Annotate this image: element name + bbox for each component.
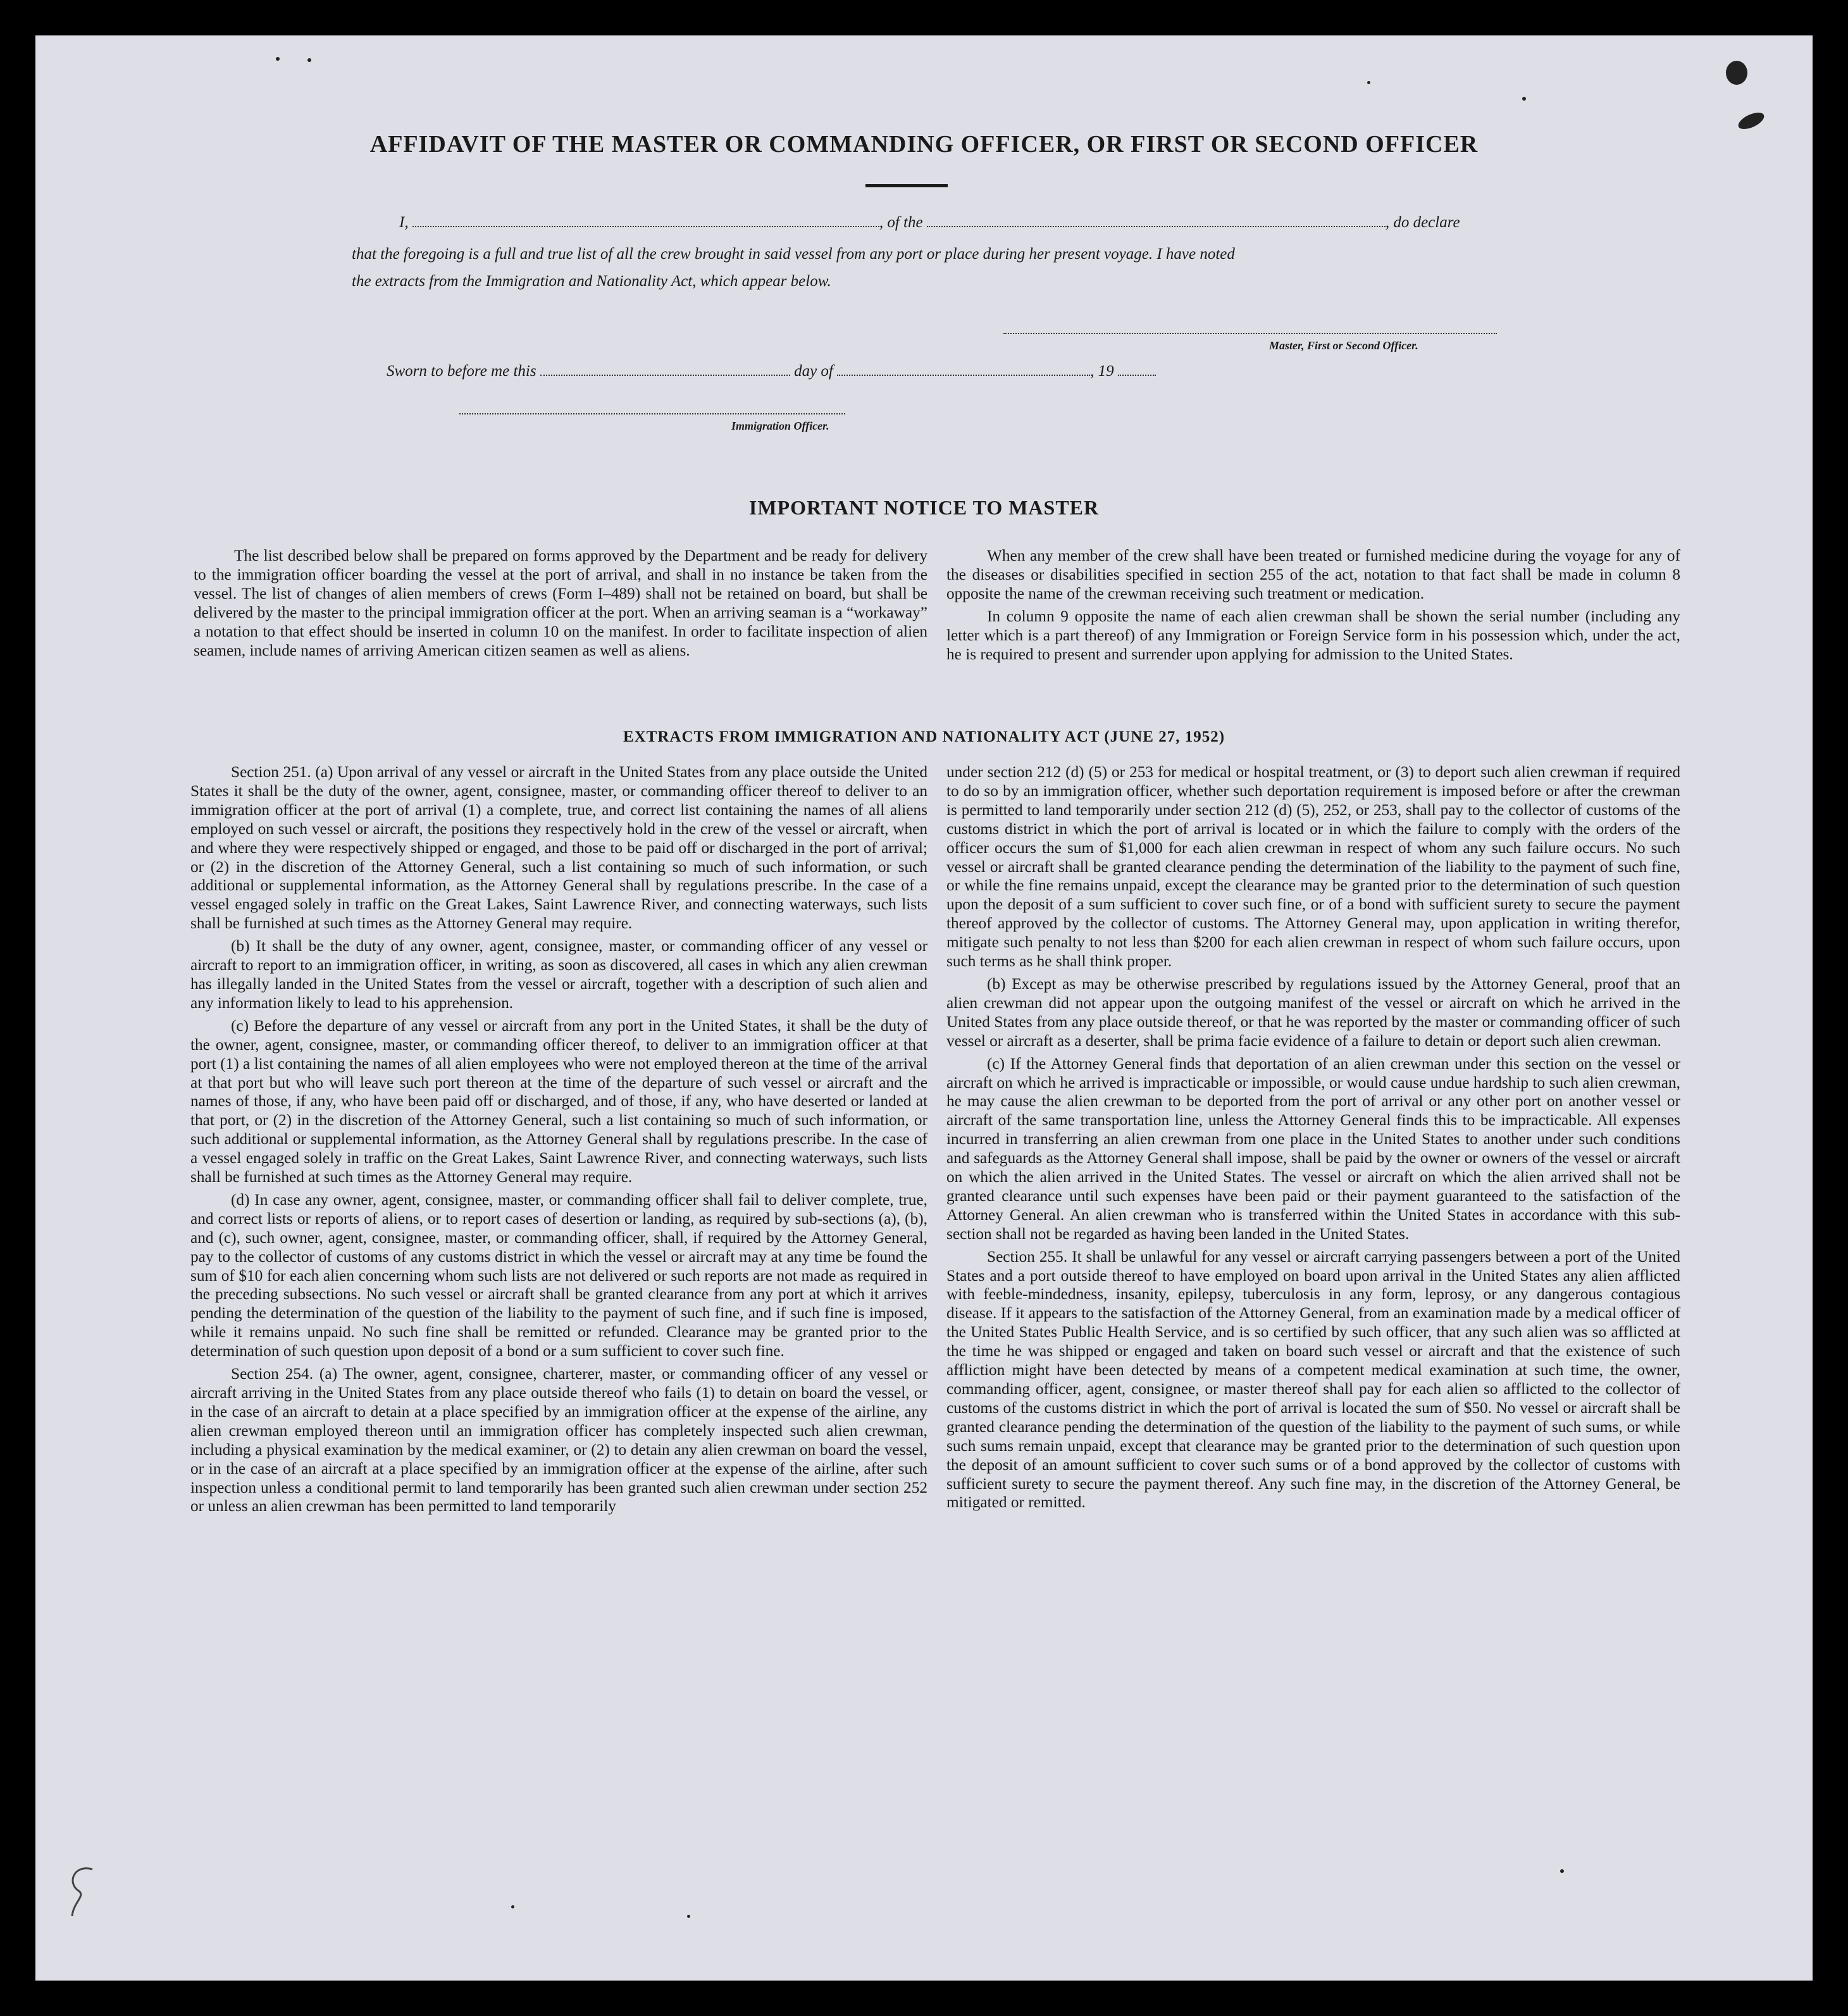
year-field[interactable] — [1118, 363, 1156, 376]
extract-paragraph: (b) It shall be the duty of any owner, agent, consignee, master, or commanding officer of any vessel or aircraft to report to an immigration officer, in writing, as soon as discovered, all cases in which any alien crewman has illegally landed in the United States from the vessel or aircraft, together with a description of such alien and any information likely to lead to his apprehension. — [190, 937, 927, 1012]
speck — [1367, 81, 1370, 84]
extract-paragraph: (c) If the Attorney General finds that deportation of an alien crewman under this section on the vessel or aircraft on which he arrived is impracticable or impossible, or would cause undue hardship to such alien crewman, he may cause the alien crewman to be deported from the port of arrival or any other port on another vessel or aircraft of the same transportation line, unless the Attorney General finds this to be impracticable. All expenses incurred in transferring an alien crewman from one place in the United States to another under such conditions and safeguards as the Attorney General shall impose, shall be paid by the owner or owners of the vessel or aircraft on which the alien arrived in the United States. The vessel or aircraft on which the alien arrived shall not be granted clearance until such expenses have been paid or their payment guaranteed to the satisfaction of the Attorney General. An alien crewman who is transferred within the United States in accordance with this sub-section shall not be regarded as having been landed in the United States. — [946, 1054, 1680, 1243]
extracts-left-column — [190, 763, 927, 1520]
of-the-label: , of the — [879, 214, 923, 231]
speck — [1522, 97, 1526, 101]
immigration-caption: Immigration Officer. — [731, 420, 829, 432]
ink-blot — [1726, 61, 1747, 85]
month-field[interactable] — [837, 363, 1090, 376]
master-caption: Master, First or Second Officer. — [1269, 339, 1418, 352]
declare-line — [399, 214, 1460, 232]
ink-blot — [1736, 109, 1766, 133]
extract-paragraph: (c) Before the departure of any vessel or aircraft from any port in the United States, it shall be the duty of the owner, agent, consignee, master, or commanding officer thereof, to deliver to an immigration officer at that port (1) a list containing the names of all alien employees who were not employed thereon at the time of the arrival at that port but who will leave such port thereon at the time of the departure of such vessel or aircraft and the names of those, if any, who have been paid off or discharged, and of those, if any, who have deserted or landed at that port, or (2) in the discretion of the Attorney General, such a list containing so much of such information, or such additional or supplemental information, as the Attorney General shall by regulations prescribe. In the case of a vessel engaged solely in traffic on the Great Lakes, Saint Lawrence River, and connecting waterways, such lists shall be furnished at such times as the Attorney General may require. — [190, 1016, 927, 1186]
day-of-label: day of — [794, 363, 833, 380]
extract-paragraph: (b) Except as may be otherwise prescribed by regulations issued by the Attorney General, proof that an alien crewman did not appear upon the outgoing manifest of the vessel or aircraft on which he arrived in the United States from any place outside thereof, or that he was reported by the master or commanding officer of such vessel or aircraft as a deserter, shall be prima facie evidence of a failure to detain or deport such alien crewman. — [946, 974, 1680, 1050]
speck — [511, 1905, 514, 1908]
name-field[interactable] — [412, 215, 879, 227]
notice-title: IMPORTANT NOTICE TO MASTER — [748, 496, 1100, 519]
i-label: I, — [399, 214, 409, 231]
extract-paragraph: Section 254. (a) The owner, agent, consignee, charterer, master, or commanding officer of any vessel or aircraft arriving in the United States from any place outside thereof who fails (1) to detain on board the vessel, or in the case of an aircraft to detain at a place specified by an immigration officer at the expense of the airline, any alien crewman employed thereon until an immigration officer has completely inspected such alien crewman, including a physical examination by the medical examiner, or (2) to detain any alien crewman on board the vessel, or in the case of an aircraft at a place specified by an immigration officer at the expense of the airline, after such inspection unless a conditional permit to land temporarily has been granted such alien crewman under section 252 or unless an alien crewman has been permitted to land temporarily — [190, 1365, 927, 1515]
vessel-field[interactable] — [927, 215, 1386, 227]
pencil-mark — [54, 1858, 105, 1927]
speck — [1560, 1869, 1564, 1873]
document-page — [35, 35, 1813, 1981]
notice-paragraph: When any member of the crew shall have been treated or furnished medicine during the voyage for any of the diseases or disabilities specified in section 255 of the act, notation to that fact shall be made in column 8 opposite the name of the crewman receiving such treatment or medication. — [946, 547, 1680, 602]
do-declare-label: , do declare — [1385, 214, 1460, 231]
extract-paragraph: (d) In case any owner, agent, consignee, master, or commanding officer shall fail to deliver complete, true, and correct lists or reports of aliens, or to report cases of desertion or landing, as required by sub-sections (a), (b), and (c), such owner, agent, consignee, master, or commanding officer, shall, if required by the Attorney General, pay to the collector of customs of any customs district in which the vessel or aircraft may at any time be found the sum of $10 for each alien concerning whom such lists are not delivered or such reports are not made as required in the preceding subsections. No such vessel or aircraft shall be granted clearance from any port at which it arrives pending the determination of the question of the liability to the payment of such fine, and if such fine is imposed, while it remains unpaid. No such fine shall be remitted or refunded. Clearance may be granted prior to the determination of such question upon deposit of a bond or a sum sufficient to cover such fine. — [190, 1190, 927, 1360]
extracts-title: EXTRACTS FROM IMMIGRATION AND NATIONALITY ACT (JUNE 27, 1952) — [623, 728, 1225, 745]
speck — [276, 57, 280, 61]
notice-paragraph: In column 9 opposite the name of each alien crewman shall be shown the serial number (including any letter which is a part thereof) of any Immigration or Foreign Service form in his possession which, under the act, he is required to present and surrender upon applying for admission to the United States. — [946, 607, 1680, 663]
year-label: , 19 — [1090, 363, 1114, 380]
extracts-right-column — [946, 763, 1680, 1516]
speck — [307, 58, 311, 62]
immigration-signature-line[interactable] — [459, 413, 845, 414]
extract-paragraph: Section 251. (a) Upon arrival of any vessel or aircraft in the United States from any place outside the United States it shall be the duty of the owner, agent, consignee, master, or commanding officer thereof to deliver to an immigration officer at the port of arrival (1) a complete, true, and correct list containing the names of all aliens employed on such vessel or aircraft, the positions they respectively hold in the crew of the vessel or aircraft, when and where they were respectively shipped or engaged, and those to be paid off or discharged in the port of arrival; or (2) in the discretion of the Attorney General, such a list containing so much of such information, or such additional or supplemental information, as the Attorney General shall by regulations prescribe. In the case of a vessel engaged solely in traffic on the Great Lakes, Saint Lawrence River, and connecting waterways, such lists shall be furnished at such times as the Attorney General may require. — [190, 763, 927, 933]
extract-paragraph: under section 212 (d) (5) or 253 for medical or hospital treatment, or (3) to deport such alien crewman if required to do so by an immigration officer, whether such deportation requirement is imposed before or after the crewman is permitted to land temporarily under section 212 (d) (5), 252, or 253, shall pay to the collector of customs of the customs district in which the port of arrival is located or in which the failure to comply with the orders of the officer occurs the sum of $1,000 for each alien crewman in respect of whom any such failure occurs. No such vessel or aircraft shall be granted clearance pending the determination of the liability to the payment of such fine, or while the fine remains unpaid, except the clearance may be granted prior to the determination of such question upon the deposit of a sum sufficient to cover such fine, or of a bond with sufficient surety to secure the payment thereof approved by the collector of customs. The Attorney General may, upon application in writing therefor, mitigate such penalty to not less than $200 for each alien crewman in respect of whom such failure occurs, upon such terms as he shall think proper. — [946, 763, 1680, 971]
day-field[interactable] — [540, 363, 790, 376]
sworn-label: Sworn to before me this — [387, 363, 536, 380]
speck — [687, 1915, 690, 1918]
declaration-line-1: that the foregoing is a full and true list of all the crew brought in said vessel from any port or place during her present voyage. I have noted — [352, 246, 1235, 263]
title-rule — [865, 184, 948, 187]
notice-paragraph: The list described below shall be prepared on forms approved by the Department and be ready for delivery to the immigration officer boarding the vessel at the port of arrival, and shall in no instance be taken from the vessel. The list of changes of alien members of crews (Form I–489) shall not be retained on board, but shall be delivered by the master to the principal immigration officer at the port. When an arriving seaman is a “workaway” a notation to that effect should be inserted in column 10 on the manifest. In order to facilitate inspection of alien seamen, include names of arriving American citizen seamen as well as aliens. — [194, 547, 927, 659]
notice-left-column — [194, 547, 927, 664]
master-signature-line[interactable] — [1003, 333, 1497, 334]
sworn-line — [387, 363, 1156, 380]
notice-right-column — [946, 547, 1680, 668]
declaration-line-2: the extracts from the Immigration and Nationality Act, which appear below. — [352, 273, 831, 290]
extract-paragraph: Section 255. It shall be unlawful for any vessel or aircraft carrying passengers between a port of the United States and a port outside thereof to have employed on board upon arrival in the United States any alien afflicted with feeble-mindedness, insanity, epilepsy, tuberculosis in any form, leprosy, or any dangerous contagious disease. If it appears to the satisfaction of the Attorney General, from an examination made by a medical officer of the United States Public Health Service, and is so certified by such officer, that any such alien was so afflicted at the time he was shipped or engaged and taken on board such vessel or aircraft and that the existence of such affliction might have been detected by means of a competent medical examination at such time, the owner, commanding officer, agent, consignee, or master thereof shall pay for each alien so afflicted to the collector of customs of the customs district in which the port of arrival is located the sum of $50. No vessel or aircraft shall be granted clearance pending the determination of the question of the liability to the payment of such sums, or while such sums remain unpaid, except that clearance may be granted prior to the determination of such question upon the deposit of an amount sufficient to cover such sums or of a bond approved by the collector of customs with sufficient surety to secure the payment thereof. Any such fine may, in the discretion of the Attorney General, be mitigated or remitted. — [946, 1247, 1680, 1512]
affidavit-title: AFFIDAVIT OF THE MASTER OR COMMANDING OFFICER, OR FIRST OR SECOND OFFICER — [369, 131, 1479, 158]
